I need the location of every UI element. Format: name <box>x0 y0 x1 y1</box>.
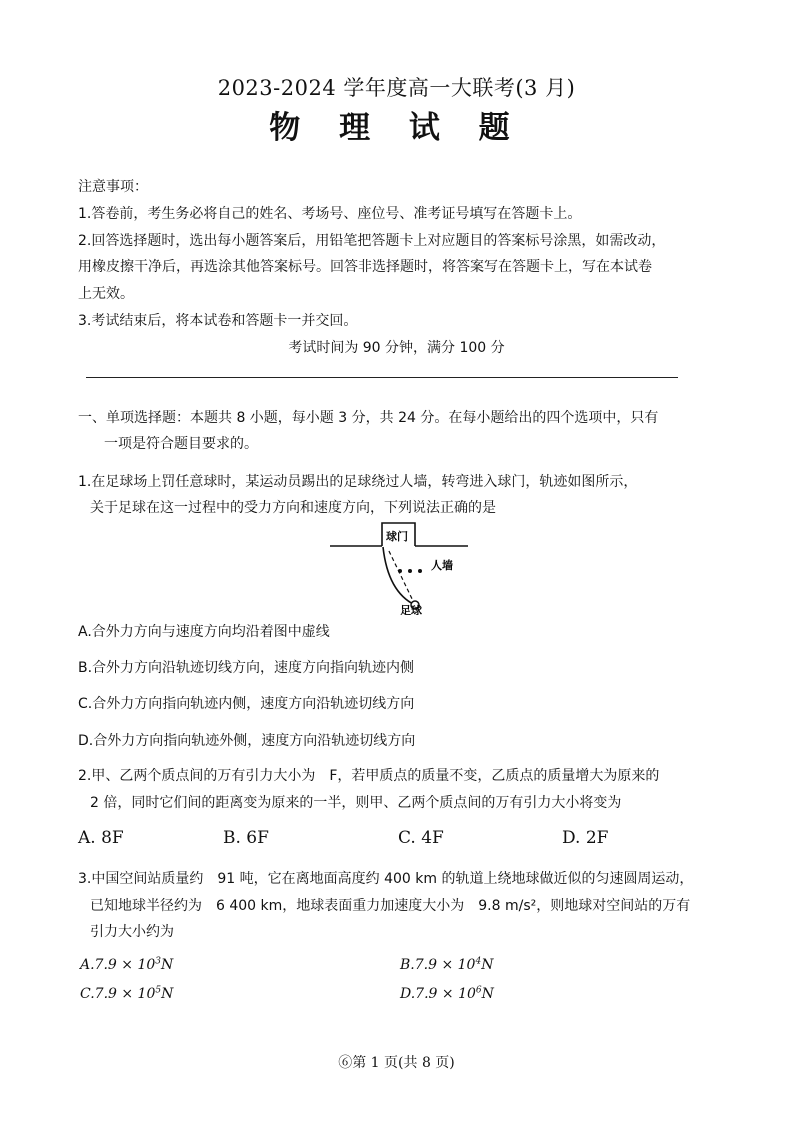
wall-dot <box>418 569 422 573</box>
notice-item-1: 1.答卷前，考生务必将自己的姓名、考场号、座位号、准考证号填写在答题卡上。 <box>78 206 582 222</box>
q1-option-b: B.合外力方向沿轨迹切线方向，速度方向指向轨迹内侧 <box>78 660 415 676</box>
notice-item-2: 2.回答选择题时，选出每小题答案后，用铅笔把答题卡上对应题目的答案标号涂黑，如需改动， <box>78 233 666 249</box>
section-heading-cont: 一项是符合题目要求的。 <box>104 436 258 452</box>
q1-trajectory-figure <box>330 517 470 615</box>
exam-title: 2023-2024 学年度高一大联考(3 月) <box>217 76 576 100</box>
section-heading: 一、单项选择题：本题共 8 小题，每小题 3 分，共 24 分。在每小题给出的四个选项中，只有 <box>78 410 659 426</box>
wall-dot <box>408 569 412 573</box>
notice-item-2-cont: 用橡皮擦干净后，再选涂其他答案标号。回答非选择题时，将答案写在答题卡上，写在本试卷 <box>78 259 652 275</box>
q3-stem-end: 引力大小约为 <box>90 924 174 940</box>
q1-stem: 1.在足球场上罚任意球时，某运动员踢出的足球绕过人墙，转弯进入球门，轨迹如图所示， <box>78 474 638 490</box>
q2-option-c: C. 4F <box>398 828 444 848</box>
q2-stem-cont: 2 倍，同时它们间的距离变为原来的一半，则甲、乙两个质点间的万有引力大小将变为 <box>90 795 622 811</box>
q1-option-a: A.合外力方向与速度方向均沿着图中虚线 <box>78 624 330 640</box>
q3-option-a: $A.7.9 \times 10^3N$ <box>80 956 174 973</box>
goal-label: 球门 <box>386 530 408 543</box>
q3-stem-cont: 已知地球半径约为 6 400 km，地球表面重力加速度大小为 9.8 m/s²，则地球对空间站的万有 <box>90 898 691 914</box>
subject-title: 物 理 试 题 <box>269 110 524 146</box>
q3-option-b: $B.7.9 \times 10^4N$ <box>400 956 494 973</box>
q2-stem: 2.甲、乙两个质点间的万有引力大小为 F，若甲质点的质量不变，乙质点的质量增大为原来的 <box>78 768 660 784</box>
q3-option-d: $D.7.9 \times 10^6N$ <box>400 985 494 1002</box>
page-footer: ⑥第 1 页(共 8 页) <box>338 1055 455 1071</box>
notice-item-3: 3.考试结束后，将本试卷和答题卡一并交回。 <box>78 313 358 329</box>
q3-stem: 3.中国空间站质量约 91 吨，它在离地面高度约 400 km 的轨道上绕地球做近似的匀速圆周运动， <box>78 871 694 887</box>
q2-option-d: D. 2F <box>562 828 609 848</box>
q2-option-a: A. 8F <box>78 828 124 848</box>
divider-line <box>86 377 678 378</box>
q1-stem-cont: 关于足球在这一过程中的受力方向和速度方向，下列说法正确的是 <box>90 500 496 516</box>
q2-option-b: B. 6F <box>223 828 269 848</box>
ball-label: 足球 <box>400 604 422 615</box>
exam-info: 考试时间为 90 分钟，满分 100 分 <box>288 340 505 356</box>
wall-label: 人墙 <box>431 559 453 572</box>
q1-option-c: C.合外力方向指向轨迹内侧，速度方向沿轨迹切线方向 <box>78 696 415 712</box>
notice-item-2-end: 上无效。 <box>78 286 134 302</box>
notice-heading: 注意事项： <box>78 179 148 195</box>
q1-option-d: D.合外力方向指向轨迹外侧，速度方向沿轨迹切线方向 <box>78 733 416 749</box>
dashed-line <box>388 549 415 605</box>
q3-option-c: $C.7.9 \times 10^5N$ <box>80 985 174 1002</box>
wall-dot <box>398 569 402 573</box>
